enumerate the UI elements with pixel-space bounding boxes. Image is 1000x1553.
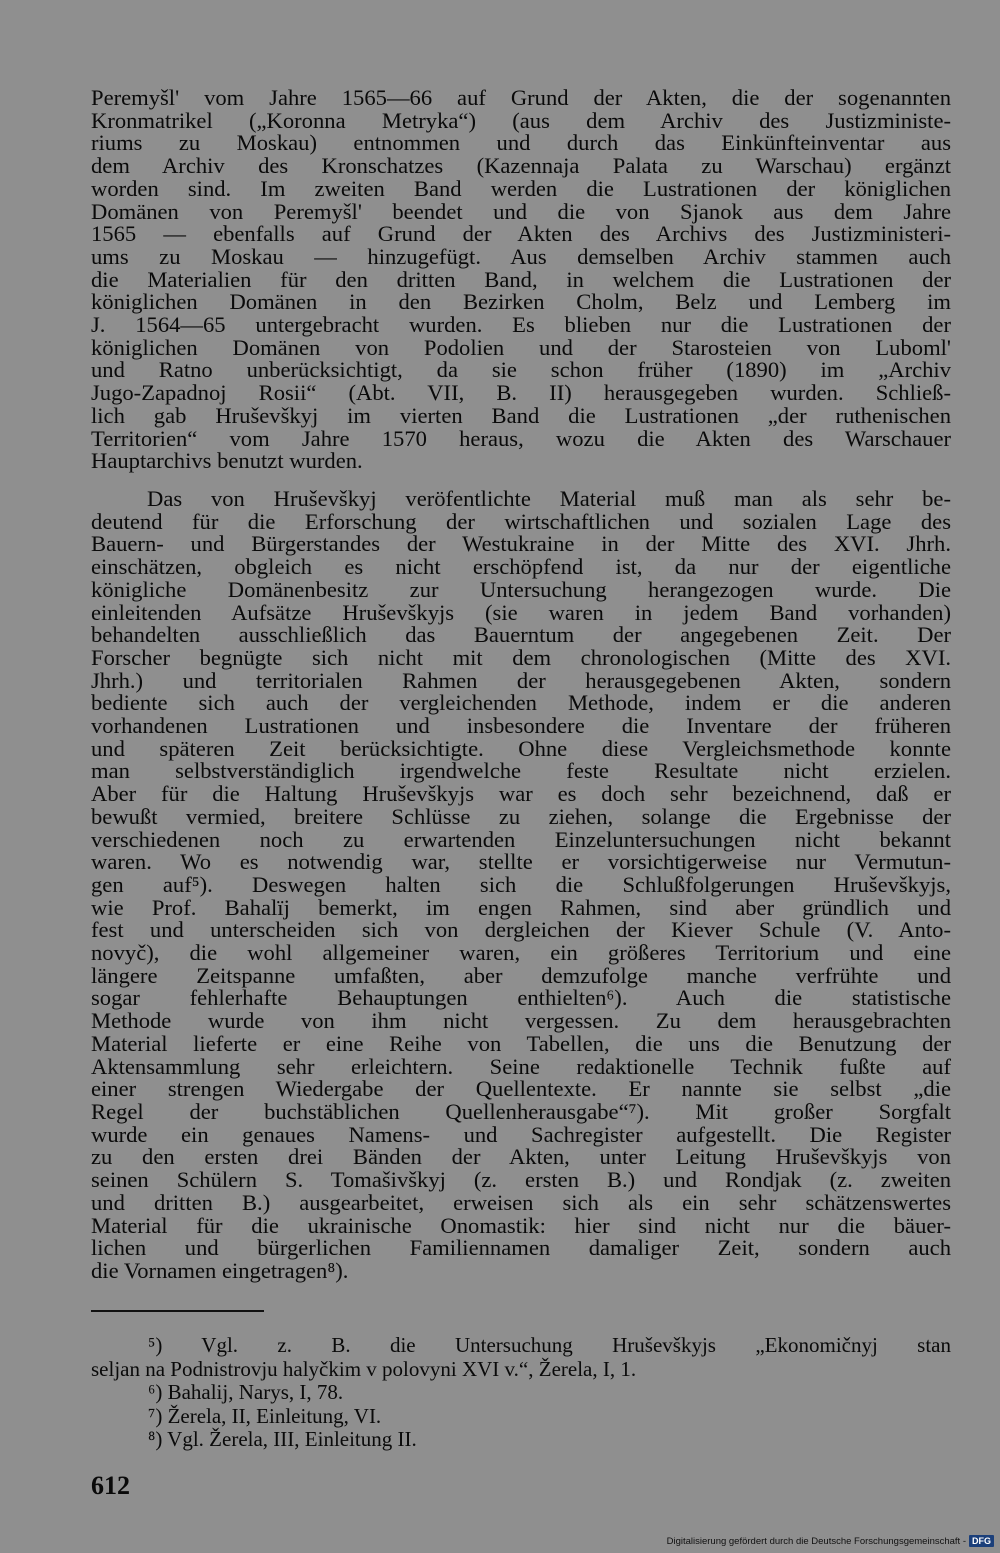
text-line: einer strengen Wiedergabe der Quellentexte. Er nannte sie selbst „die — [91, 1076, 951, 1102]
text-line: Bauern- und Bürgerstandes der Westukraine in der Mitte des XVI. Jhrh. — [91, 531, 951, 557]
text-line: Jhrh.) und territorialen Rahmen der herausgegebenen Akten, sondern — [91, 667, 951, 693]
text-line: waren. Wo es notwendig war, stellte er vorsichtigerweise nur Vermutun- — [91, 849, 951, 875]
paragraph-2 — [91, 488, 951, 1283]
page-number: 612 — [91, 1471, 130, 1500]
text-line: Hauptarchivs benutzt wurden. — [91, 448, 363, 474]
text-line: bewußt vermied, breitere Schlüsse zu ziehen, solange die Ergebnisse der — [91, 803, 951, 829]
text-line: Territorien“ vom Jahre 1570 heraus, wozu die Akten des Warschauer — [91, 425, 951, 451]
footnote-5-line-2: seljan na Podnistrovju halyčkim v polovyni XVI v.“, Žerela, I, 1. — [91, 1356, 637, 1381]
footnote-separator — [91, 1310, 264, 1312]
text-line: und späteren Zeit berücksichtigte. Ohne diese Vergleichsmethode konnte — [91, 735, 951, 761]
text-line: Material lieferte er eine Reihe von Tabellen, die uns die Benutzung der — [91, 1030, 951, 1056]
text-line: Domänen von Peremyšl' beendet und die von Sjanok aus dem Jahre — [91, 198, 951, 224]
text-line: Methode wurde von ihm nicht vergessen. Zu dem herausgebrachten — [91, 1008, 951, 1034]
text-line: gen auf⁵). Deswegen halten sich die Schlußfolgerungen Hruševškyjs, — [91, 871, 951, 897]
text-line: 1565 — ebenfalls auf Grund der Akten des Archivs des Justizministeri- — [91, 221, 951, 247]
footnote-7: ⁷) Žerela, II, Einleitung, VI. — [148, 1403, 382, 1428]
text-line: lichen und bürgerlichen Familiennamen damaliger Zeit, sondern auch — [91, 1235, 951, 1261]
footnote-6: ⁶) Bahalij, Narys, I, 78. — [148, 1380, 344, 1404]
text-line: Jugo-Zapadnoj Rosii“ (Abt. VII, B. II) herausgegeben wurden. Schließ- — [91, 380, 951, 406]
text-line: lich gab Hruševškyj im vierten Band die Lustrationen „der ruthenischen — [91, 402, 951, 428]
text-line: novyč), die wohl allgemeiner waren, ein größeres Territorium und eine — [91, 940, 951, 966]
text-line: wie Prof. Bahalïj bemerkt, im engen Rahmen, sind aber gründlich und — [91, 894, 951, 920]
text-line: königlichen Domänen von Podolien und der Starosteien von Luboml' — [91, 334, 951, 360]
text-line: worden sind. Im zweiten Band werden die Lustrationen der königlichen — [91, 175, 951, 201]
footnotes — [91, 1334, 951, 1452]
text-line: Aktensammlung sehr erleichtern. Seine redaktionelle Technik fußte auf — [91, 1053, 951, 1079]
text-line: verschiedenen noch zu erwartenden Einzeluntersuchungen nicht bekannt — [91, 826, 951, 852]
text-line: riums zu Moskau) entnommen und durch das Einkünfteinventar aus — [91, 130, 951, 156]
text-line: die Materialien für den dritten Band, in welchem die Lustrationen der — [91, 266, 951, 292]
text-line: fest und unterscheiden sich von dergleichen der Kiever Schule (V. Anto- — [91, 917, 951, 943]
text-line: dem Archiv des Kronschatzes (Kazennaja Palata zu Warschau) ergänzt — [91, 153, 951, 179]
text-line: Material für die ukrainische Onomastik: hier sind nicht nur die bäuer- — [91, 1212, 951, 1238]
text-line: wurde ein genaues Namens- und Sachregister aufgestellt. Die Register — [91, 1121, 951, 1147]
text-line: Aber für die Haltung Hruševškyjs war es doch sehr bezeichnend, daß er — [91, 781, 951, 807]
footnote-8: ⁸) Vgl. Žerela, III, Einleitung II. — [148, 1427, 417, 1451]
text-line: und Ratno unberücksichtigt, da sie schon früher (1890) im „Archiv — [91, 357, 951, 383]
paragraph-1 — [91, 87, 951, 473]
text-line: J. 1564—65 untergebracht wurden. Es blieben nur die Lustrationen der — [91, 312, 951, 338]
text-line: bediente sich auch der vergleichenden Methode, indem er die anderen — [91, 690, 951, 716]
text-line: die Vornamen eingetragen⁸). — [91, 1257, 349, 1283]
text-line: vorhandenen Lustrationen und insbesondere die Inventare der früheren — [91, 713, 951, 739]
dfg-logo: DFG — [969, 1535, 994, 1547]
text-line: Kronmatrikel („Koronna Metryka“) (aus dem Archiv des Justizministe- — [91, 107, 951, 133]
text-line: Peremyšl' vom Jahre 1565—66 auf Grund der Akten, die der sogenannten — [91, 85, 951, 110]
text-line: Forscher begnügte sich nicht mit dem chronologischen (Mitte des XVI. — [91, 644, 951, 670]
text-line: Regel der buchstäblichen Quellenherausgabe“⁷). Mit großer Sorgfalt — [91, 1098, 951, 1124]
text-line: man selbstverständiglich irgendwelche feste Resultate nicht erzielen. — [91, 758, 951, 784]
text-line: königlichen Domänen in den Bezirken Cholm, Belz und Lemberg im — [91, 289, 951, 315]
text-line: sogar fehlerhafte Behauptungen enthielten⁶). Auch die statistische — [91, 985, 951, 1011]
text-line: Das von Hruševškyj veröfentlichte Material muß man als sehr be- — [147, 486, 951, 511]
footnote-5-line-1: ⁵) Vgl. z. B. die Untersuchung Hruševškyjs „Ekonomičnyj stan — [148, 1333, 951, 1357]
text-line: einleitenden Aufsätze Hruševškyjs (sie waren in jedem Band vorhanden) — [91, 599, 951, 625]
text-line: einschätzen, obgleich es nicht erschöpfend ist, da nur der eigentliche — [91, 554, 951, 580]
text-line: längere Zeitspanne umfaßten, aber demzufolge manche verfrühte und — [91, 962, 951, 988]
text-line: ums zu Moskau — hinzugefügt. Aus demselben Archiv stammen auch — [91, 243, 951, 269]
text-line: königliche Domänenbesitz zur Untersuchung herangezogen wurde. Die — [91, 576, 951, 602]
text-line: behandelten ausschließlich das Bauerntum der angegebenen Zeit. Der — [91, 622, 951, 648]
credit-text: Digitalisierung gefördert durch die Deutsche Forschungsgemeinschaft - — [666, 1535, 966, 1547]
text-line: und dritten B.) ausgearbeitet, erweisen sich als ein sehr schätzenswertes — [91, 1189, 951, 1215]
text-line: seinen Schülern S. Tomašivškyj (z. ersten B.) und Rondjak (z. zweiten — [91, 1167, 951, 1193]
text-line: zu den ersten drei Bänden der Akten, unter Leitung Hruševškyjs von — [91, 1144, 951, 1170]
digitization-credit — [667, 1535, 994, 1547]
text-line: deutend für die Erforschung der wirtschaftlichen und sozialen Lage des — [91, 508, 951, 534]
